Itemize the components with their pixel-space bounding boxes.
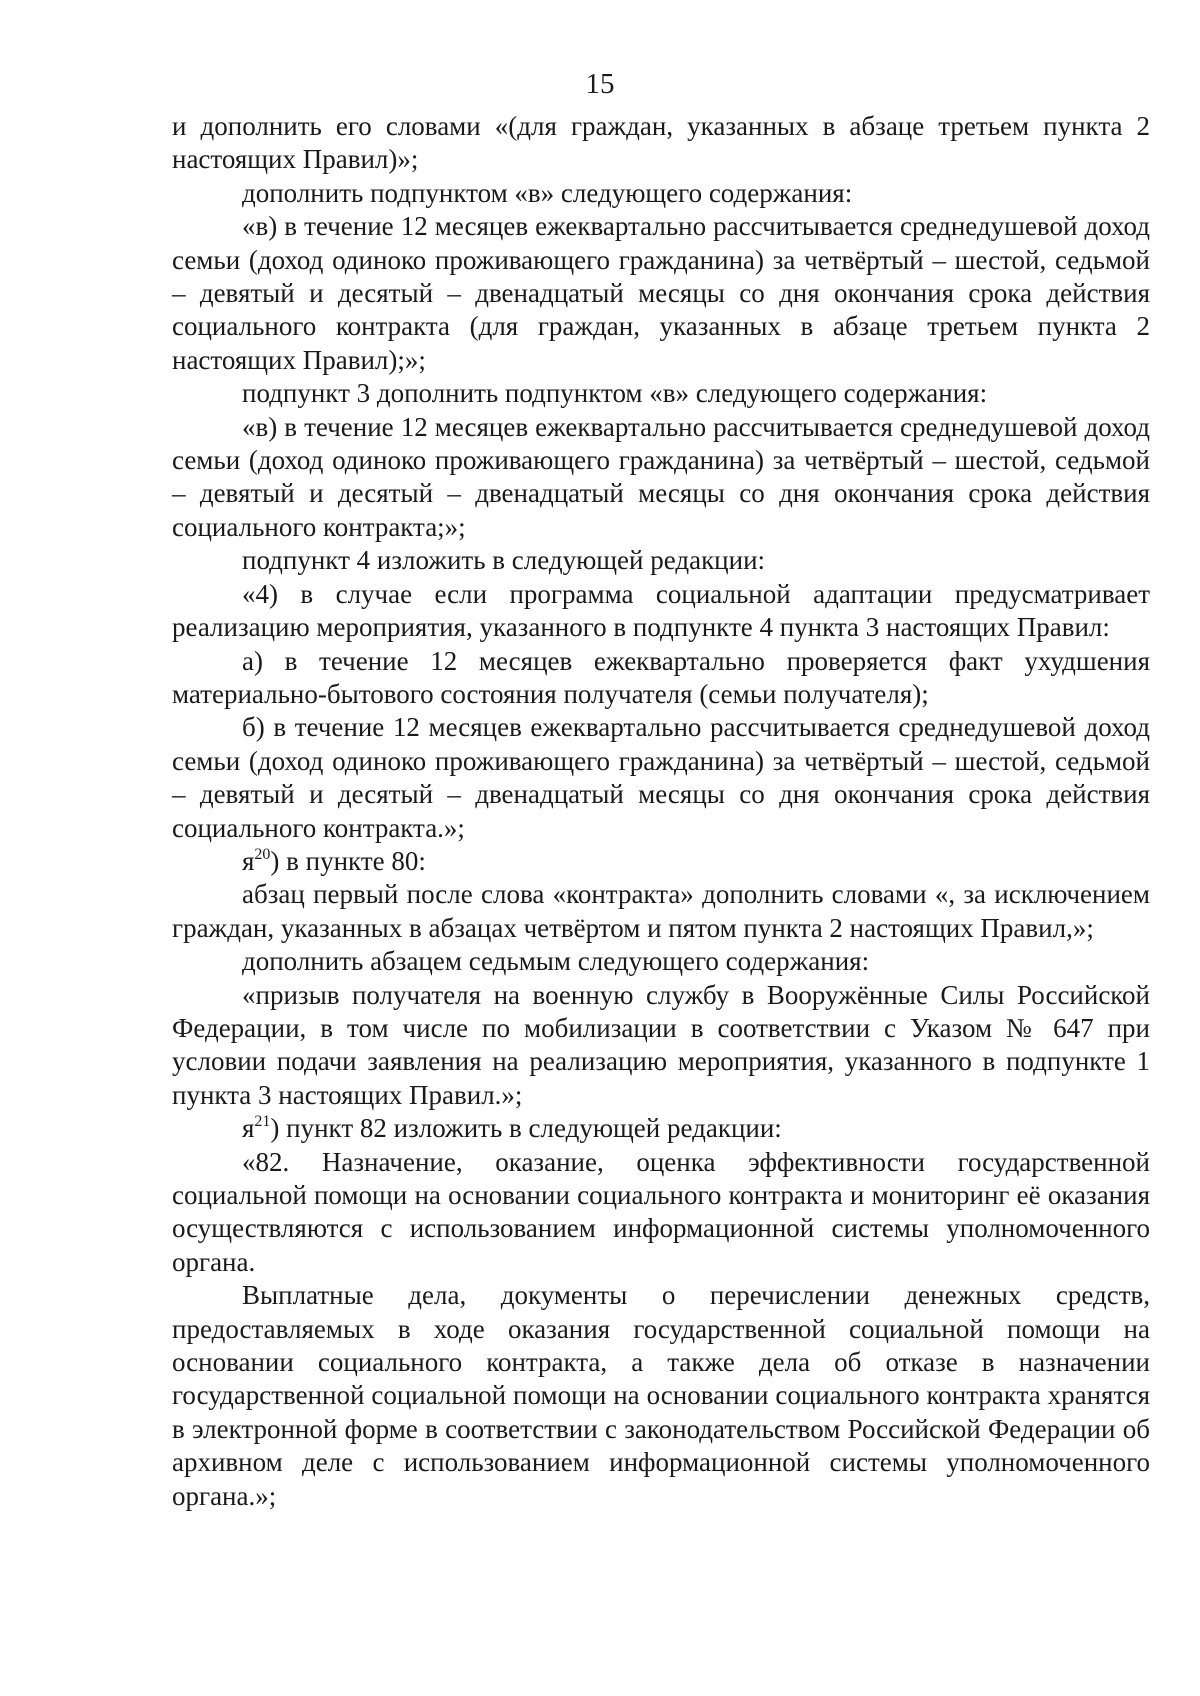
paragraph-text: дополнить абзацем седьмым следующего содержания: [242, 946, 870, 977]
paragraph-text: ) в пункте 80: [270, 845, 426, 876]
paragraph-text: б) в течение 12 месяцев ежеквартально рассчитывается среднедушевой доход семьи (доход одиноко проживающего гражданина) за четвёртый – шестой, седьмой – девятый и десятый – двенадцатый месяцы со дня окончания срока действия социального контракта.»; [172, 712, 1150, 843]
paragraph-text: а) в течение 12 месяцев ежеквартально проверяется факт ухудшения материально-бытового состояния получателя (семьи получателя); [172, 645, 1150, 709]
paragraph [172, 210, 1150, 377]
item-superscript: 21 [254, 1113, 271, 1131]
paragraph-text: подпункт 4 изложить в следующей редакции: [242, 545, 766, 576]
paragraph [172, 544, 1150, 577]
paragraph [172, 411, 1150, 545]
paragraph [172, 1279, 1150, 1513]
paragraph-text: подпункт 3 дополнить подпунктом «в» следующего содержания: [242, 378, 988, 409]
document-body [172, 110, 1150, 1513]
paragraph-text: «призыв получателя на военную службу в Вооружённые Силы Российской Федерации, в том числе по мобилизации в соответствии с Указом № 647 при условии подачи заявления на реализацию мероприятия, указанного в подпункте 1 пункта 3 настоящих Правил.»; [172, 979, 1150, 1110]
paragraph [172, 377, 1150, 410]
paragraph [172, 110, 1150, 177]
paragraph [172, 945, 1150, 978]
paragraph-text: абзац первый после слова «контракта» дополнить словами «, за исключением граждан, указанных в абзацах четвёртом и пятом пункта 2 настоящих Правил,»; [172, 879, 1150, 943]
paragraph [172, 645, 1150, 712]
paragraph-text: и дополнить его словами «(для граждан, указанных в абзаце третьем пункта 2 настоящих Правил)»; [172, 111, 1150, 175]
paragraph [172, 845, 1150, 878]
paragraph-text: «в) в течение 12 месяцев ежеквартально рассчитывается среднедушевой доход семьи (доход одиноко проживающего гражданина) за четвёртый – шестой, седьмой – девятый и десятый – двенадцатый месяцы со дня окончания срока действия социального контракта;»; [172, 411, 1150, 542]
paragraph-text: «в) в течение 12 месяцев ежеквартально рассчитывается среднедушевой доход семьи (доход одиноко проживающего гражданина) за четвёртый – шестой, седьмой – девятый и десятый – двенадцатый месяцы со дня окончания срока действия социального контракта (для граждан, указанных в абзаце третьем пункта 2 настоящих Правил);»; [172, 211, 1150, 375]
page-number: 15 [585, 68, 615, 100]
item-superscript: 20 [254, 845, 271, 863]
paragraph [172, 177, 1150, 210]
paragraph [172, 711, 1150, 845]
paragraph-text: ) пункт 82 изложить в следующей редакции: [270, 1113, 782, 1144]
paragraph-text: дополнить подпунктом «в» следующего содержания: [242, 177, 853, 208]
paragraph [172, 979, 1150, 1113]
paragraph [172, 1146, 1150, 1280]
paragraph-text: «82. Назначение, оказание, оценка эффективности государственной социальной помощи на основании социального контракта и мониторинг её оказания осуществляются с использованием информационной системы уполномоченного органа. [172, 1146, 1150, 1277]
paragraph-text: Выплатные дела, документы о перечислении денежных средств, предоставляемых в ходе оказания государственной социальной помощи на основании социального контракта, а также дела об отказе в назначении государственной социальной помощи на основании социального контракта хранятся в электронной форме в соответствии с законодательством Российской Федерации об архивном деле с использованием информационной системы уполномоченного органа.»; [172, 1280, 1150, 1511]
item-letter: я [242, 845, 255, 876]
paragraph [172, 878, 1150, 945]
paragraph-text: «4) в случае если программа социальной адаптации предусматривает реализацию мероприятия, указанного в подпункте 4 пункта 3 настоящих Правил: [172, 578, 1150, 643]
paragraph [172, 578, 1150, 645]
item-letter: я [242, 1113, 255, 1144]
paragraph [172, 1112, 1150, 1145]
